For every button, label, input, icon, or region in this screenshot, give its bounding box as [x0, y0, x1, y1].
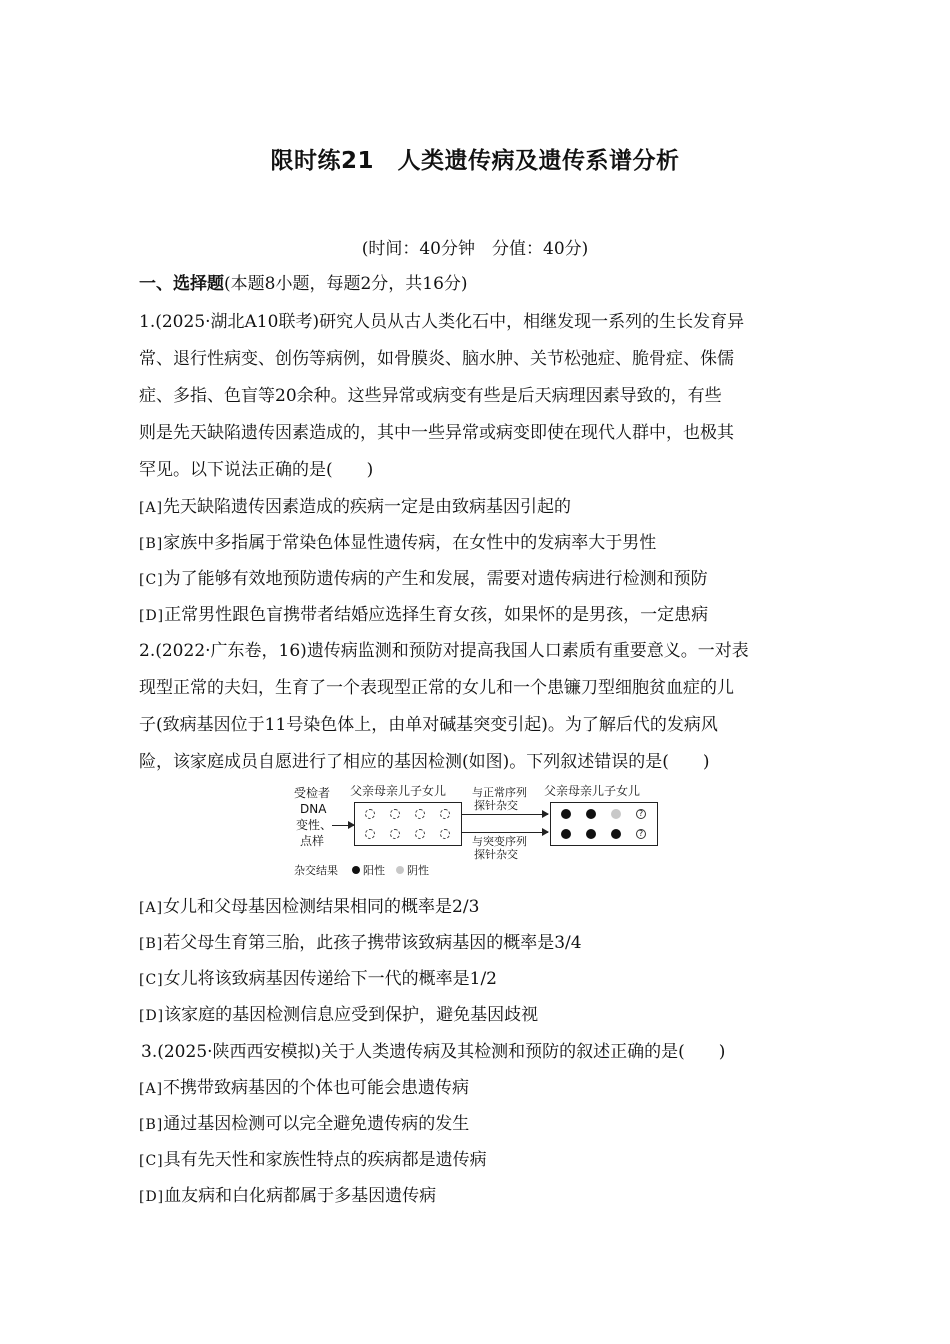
section-label: 一、选择题: [139, 274, 224, 294]
arrow-bottom-label-1: 与突变序列: [472, 835, 527, 848]
q1-option-d[interactable]: [139, 603, 708, 628]
dot-positive-icon: [561, 829, 571, 839]
dot-empty-icon: [365, 809, 375, 819]
q1-stem-line-2: 常、退行性病变、创伤等病例，如骨膜炎、脑水肿、关节松弛症、脆骨症、侏儒: [139, 349, 734, 369]
option-text: 家族中多指属于常染色体显性遗传病，在女性中的发病率大于男性: [163, 533, 657, 553]
page-title: 限时练21 人类遗传病及遗传系谱分析: [270, 148, 680, 174]
arrow-icon: [462, 832, 548, 833]
option-key: [C]: [139, 572, 164, 588]
q2-number: 2.: [139, 641, 156, 661]
dot-empty-icon: [390, 829, 400, 839]
option-key: [C]: [139, 972, 164, 988]
option-key: [A]: [139, 1081, 164, 1097]
q1-source: (2025·湖北A10联考): [155, 312, 320, 332]
q1-stem-line-3: 症、多指、色盲等20余种。这些异常或病变有些是后天病理因素导致的，有些: [139, 386, 722, 406]
q3-source: (2025·陕西西安模拟): [157, 1042, 322, 1062]
arrow-bottom-label-2: 探针杂交: [474, 848, 518, 861]
dot-positive-icon: [611, 829, 621, 839]
q2-stem-line-4: 险，该家庭成员自愿进行了相应的基因检测(如图)。下列叙述错误的是( ): [139, 752, 710, 772]
dot-positive-icon: [586, 809, 596, 819]
figure-label-dna: DNA: [300, 802, 327, 816]
arrow-icon: [332, 825, 354, 826]
legend-positive: 阳性: [363, 864, 385, 877]
q1-number: 1.: [139, 312, 156, 332]
dot-empty-icon: [440, 809, 450, 819]
dot-unknown-icon: ?: [636, 809, 646, 819]
q3-stem-line-1: [141, 1040, 725, 1064]
option-text: 先天缺陷遗传因素造成的疾病一定是由致病基因引起的: [163, 497, 572, 517]
gene-test-figure: [288, 784, 668, 884]
q2-option-c[interactable]: [139, 967, 497, 992]
legend-positive-icon: [352, 866, 360, 874]
option-text: 女儿和父母基因检测结果相同的概率是2/3: [163, 897, 480, 917]
option-text: 女儿将该致病基因传递给下一代的概率是1/2: [163, 969, 497, 989]
figure-label-denature: 变性、: [296, 818, 333, 832]
dot-positive-icon: [561, 809, 571, 819]
dot-negative-icon: [611, 809, 621, 819]
q1-stem-line-4: 则是先天缺陷遗传因素造成的，其中一些异常或病变即使在现代人群中，也极其: [139, 423, 734, 443]
q3-text: 关于人类遗传病及其检测和预防的叙述正确的是( ): [321, 1042, 726, 1062]
option-text: 正常男性跟色盲携带者结婚应选择生育女孩，如果怀的是男孩，一定患病: [164, 605, 709, 625]
q1-text-1: 研究人员从古人类化石中，相继发现一系列的生长发育异: [319, 312, 745, 332]
figure-members-right: 父亲母亲儿子女儿: [544, 784, 641, 798]
option-text: 该家庭的基因检测信息应受到保护，避免基因歧视: [164, 1005, 539, 1025]
option-text: 不携带致病基因的个体也可能会患遗传病: [163, 1078, 470, 1098]
dot-empty-icon: [440, 829, 450, 839]
result-box-right: [550, 802, 658, 846]
option-text: 血友病和白化病都属于多基因遗传病: [164, 1186, 437, 1206]
q2-option-a[interactable]: [139, 895, 479, 920]
option-key: [B]: [139, 536, 164, 552]
section-note: (本题8小题，每题2分，共16分): [224, 274, 468, 294]
q1-stem-line-5: 罕见。以下说法正确的是( ): [139, 460, 374, 480]
arrow-top-label-2: 探针杂交: [474, 799, 518, 812]
q1-stem-line-1: [139, 310, 744, 334]
arrow-top-label-1: 与正常序列: [472, 786, 527, 799]
option-text: 通过基因检测可以完全避免遗传病的发生: [163, 1114, 470, 1134]
dot-unknown-icon: ?: [636, 829, 646, 839]
q2-stem-line-2: 现型正常的夫妇，生育了一个表现型正常的女儿和一个患镰刀型细胞贫血症的儿: [139, 678, 734, 698]
dot-empty-icon: [415, 829, 425, 839]
option-key: [D]: [139, 1008, 165, 1024]
option-key: [B]: [139, 936, 164, 952]
option-text: 为了能够有效地预防遗传病的产生和发展，需要对遗传病进行检测和预防: [163, 569, 708, 589]
q2-option-d[interactable]: [139, 1003, 538, 1028]
q3-option-d[interactable]: [139, 1184, 436, 1209]
dot-empty-icon: [365, 829, 375, 839]
q2-stem-line-1: [139, 639, 749, 663]
option-key: [D]: [139, 1189, 165, 1205]
legend-negative-icon: [396, 866, 404, 874]
option-key: [B]: [139, 1117, 164, 1133]
arrow-icon: [462, 814, 548, 815]
q1-option-a[interactable]: [139, 495, 571, 520]
q1-option-b[interactable]: [139, 531, 656, 556]
q2-stem-line-3: 子(致病基因位于11号染色体上，由单对碱基突变引起)。为了解后代的发病风: [139, 715, 718, 735]
q3-option-c[interactable]: [139, 1148, 487, 1173]
legend-negative: 阴性: [407, 864, 429, 877]
option-key: [C]: [139, 1153, 164, 1169]
q3-number: 3.: [141, 1042, 158, 1062]
figure-members-left: 父亲母亲儿子女儿: [350, 784, 447, 798]
dot-empty-icon: [390, 809, 400, 819]
option-key: [A]: [139, 500, 164, 516]
q3-option-b[interactable]: [139, 1112, 469, 1137]
dot-empty-icon: [415, 809, 425, 819]
q2-text-1: 遗传病监测和预防对提高我国人口素质有重要意义。一对表: [306, 641, 749, 661]
q2-option-b[interactable]: [139, 931, 582, 956]
option-text: 具有先天性和家族性特点的疾病都是遗传病: [163, 1150, 487, 1170]
figure-label-subject: 受检者: [294, 786, 331, 800]
sample-box-left: [354, 802, 462, 846]
time-score-info: (时间：40分钟 分值：40分): [361, 239, 589, 259]
q2-source: (2022·广东卷，16): [155, 641, 307, 661]
q1-option-c[interactable]: [139, 567, 708, 592]
legend-title: 杂交结果: [294, 864, 338, 877]
option-text: 若父母生育第三胎，此孩子携带该致病基因的概率是3/4: [163, 933, 582, 953]
dot-positive-icon: [586, 829, 596, 839]
figure-label-spot: 点样: [300, 834, 325, 848]
section-heading: [139, 272, 468, 296]
option-key: [D]: [139, 608, 165, 624]
option-key: [A]: [139, 900, 164, 916]
q3-option-a[interactable]: [139, 1076, 469, 1101]
